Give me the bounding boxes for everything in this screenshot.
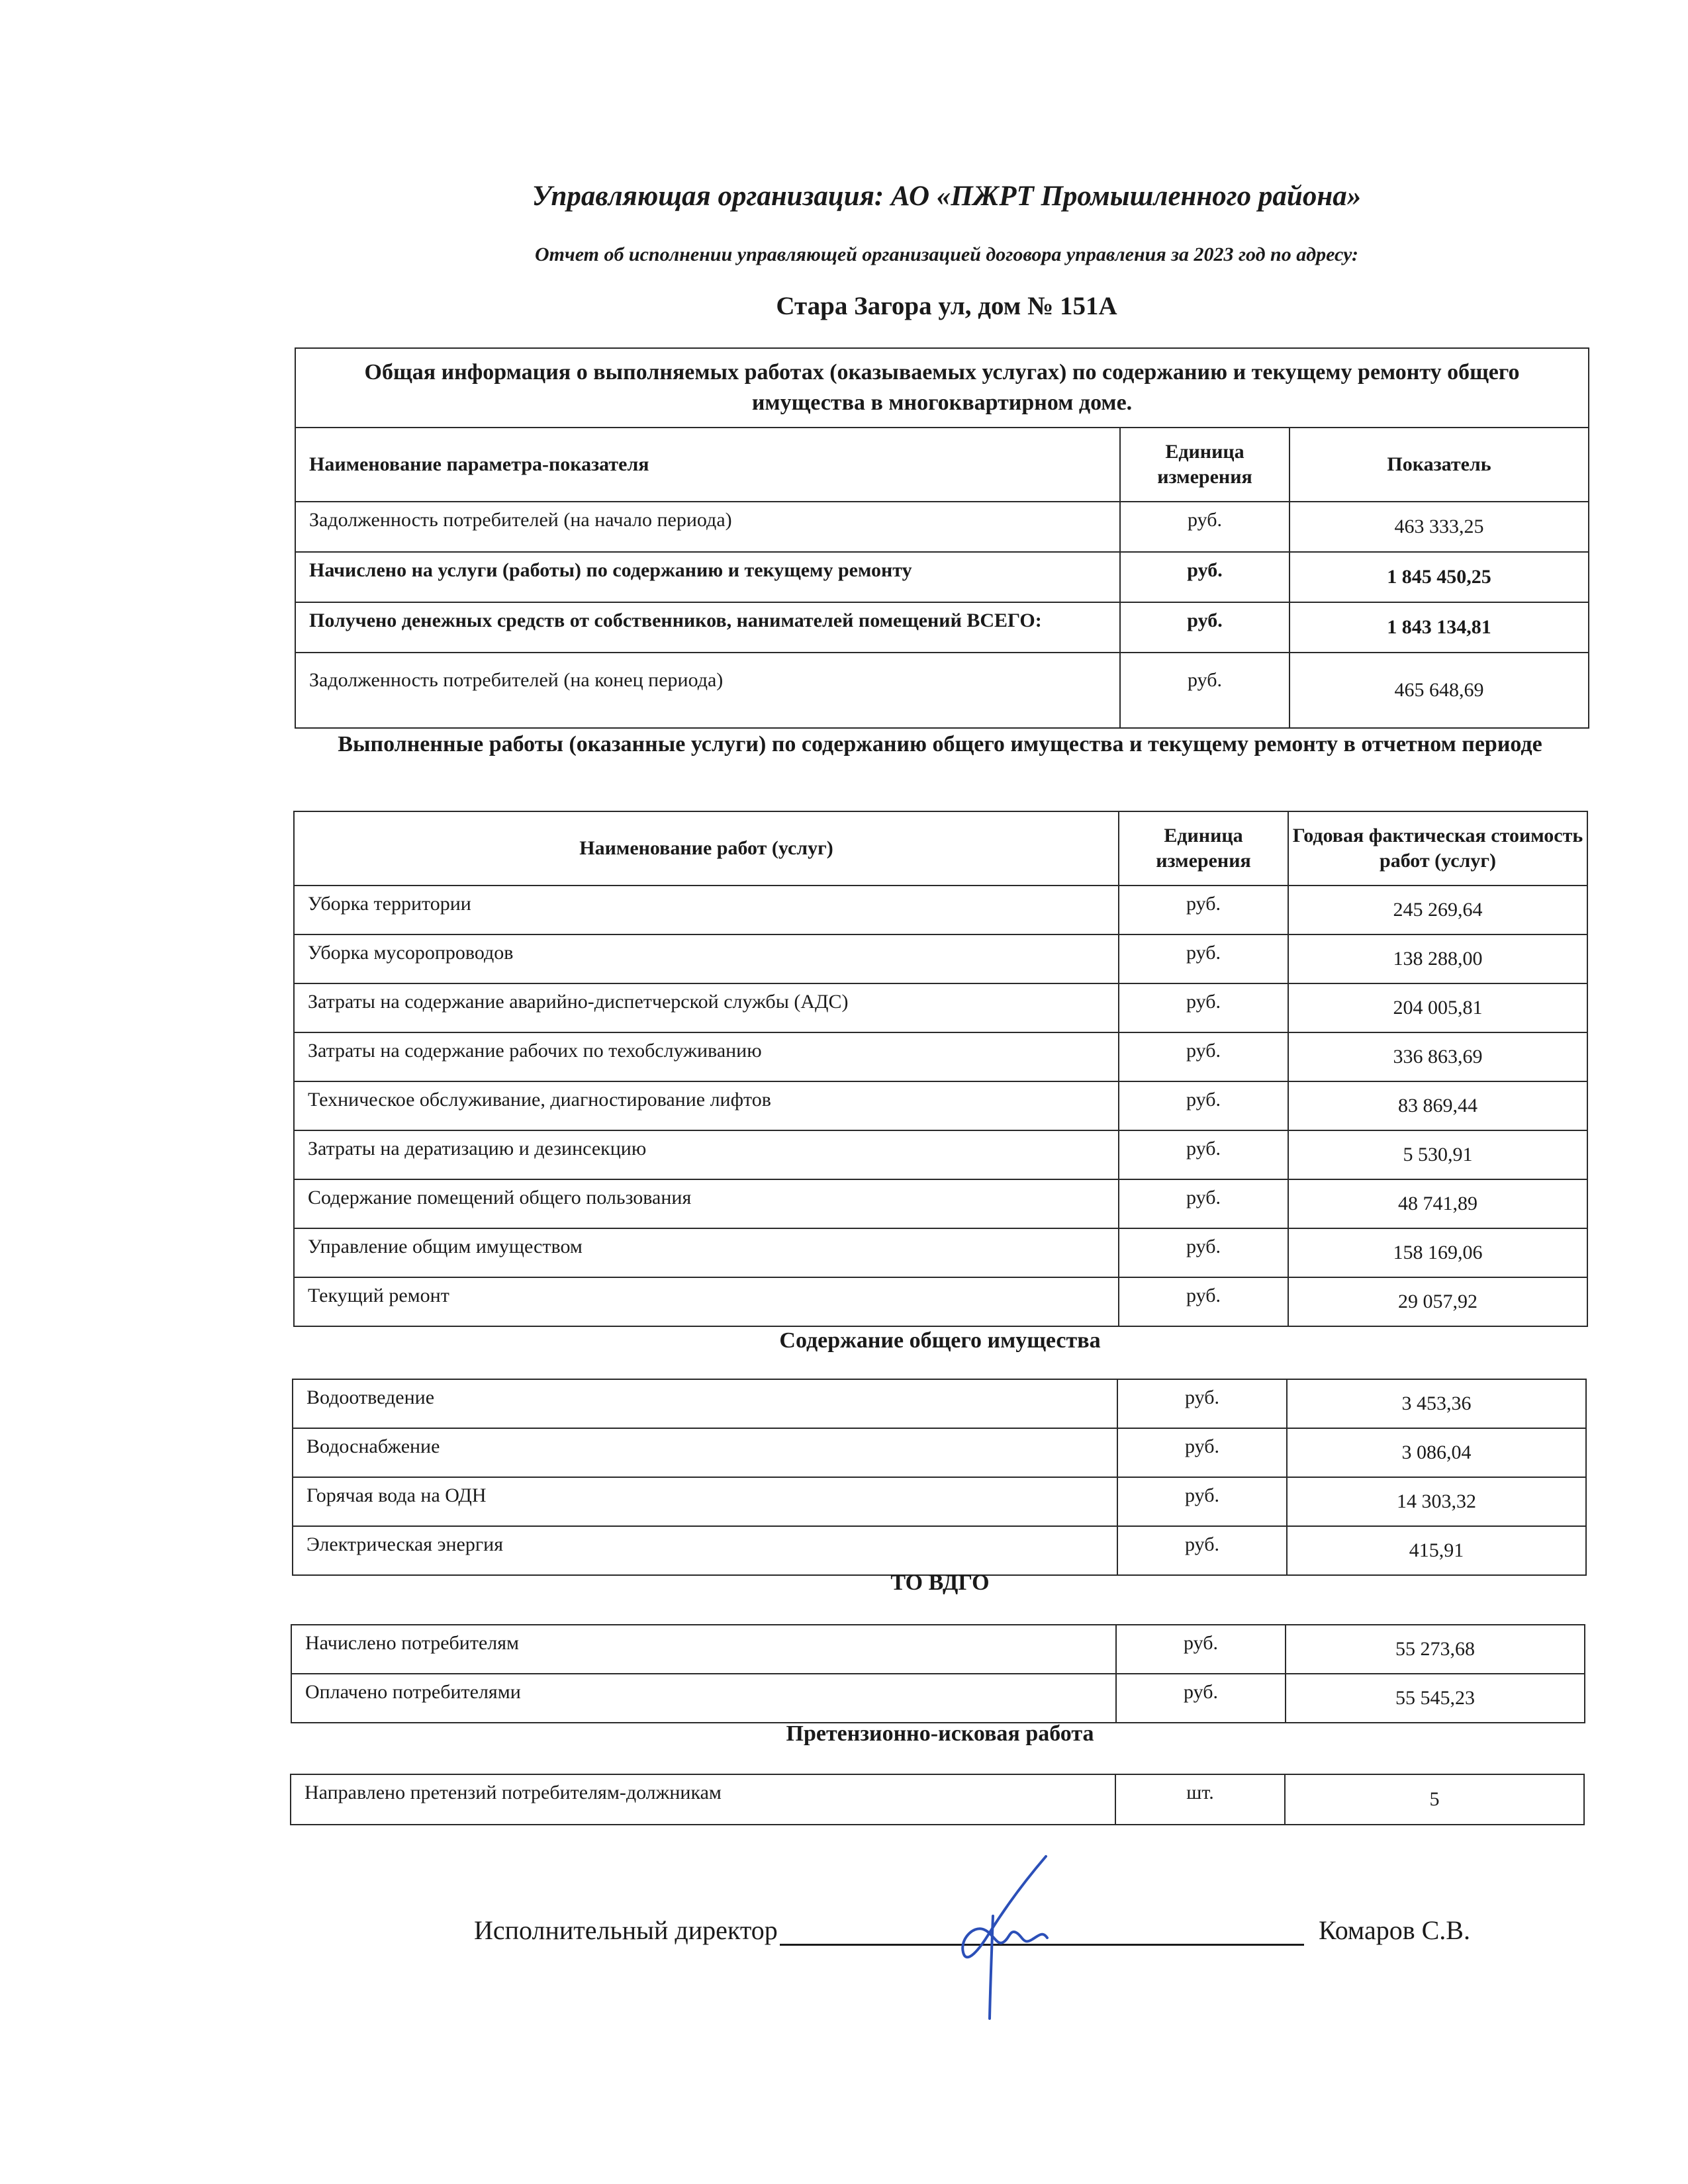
row-name: Начислено потребителям — [291, 1625, 1116, 1674]
row-name: Уборка территории — [294, 886, 1119, 934]
row-unit: руб. — [1117, 1477, 1287, 1526]
row-value: 55 545,23 — [1286, 1674, 1585, 1723]
row-name: Горячая вода на ОДН — [293, 1477, 1117, 1526]
table-row — [295, 502, 1589, 552]
table-row — [294, 1081, 1587, 1130]
row-unit: руб. — [1119, 1179, 1288, 1228]
row-name: Задолженность потребителей (на конец периода) — [295, 653, 1120, 728]
row-name: Уборка мусоропроводов — [294, 934, 1119, 983]
row-value: 158 169,06 — [1288, 1228, 1587, 1277]
table-header-row — [295, 428, 1589, 502]
row-unit: руб. — [1119, 1081, 1288, 1130]
table-row — [295, 653, 1589, 728]
report-title: Отчет об исполнении управляющей организацией договора управления за 2023 год по адресу: — [534, 244, 1359, 265]
table-row — [291, 1674, 1585, 1723]
row-name: Начислено на услуги (работы) по содержанию и текущему ремонту — [295, 552, 1120, 602]
works-section-title: Выполненные работы (оказанные услуги) по содержанию общего имущества и текущему ремонту в отчетном периоде — [338, 732, 1542, 756]
table-row — [294, 1277, 1587, 1326]
row-value: 83 869,44 — [1288, 1081, 1587, 1130]
row-name: Затраты на дератизацию и дезинсекцию — [294, 1130, 1119, 1179]
table-header-row — [294, 811, 1587, 886]
row-name: Содержание помещений общего пользования — [294, 1179, 1119, 1228]
row-name: Текущий ремонт — [294, 1277, 1119, 1326]
row-unit: руб. — [1116, 1625, 1286, 1674]
row-value: 1 845 450,25 — [1289, 552, 1589, 602]
row-unit: руб. — [1117, 1428, 1287, 1477]
row-value: 55 273,68 — [1286, 1625, 1585, 1674]
organization-title: Управляющая организация: АО «ПЖРТ Промышленного района» — [532, 181, 1362, 212]
row-name: Водоотведение — [293, 1379, 1117, 1428]
general-info-block-title: Общая информация о выполняемых работах (оказываемых услугах) по содержанию и текущему ремонту общего имущества в многоквартирном доме. — [295, 348, 1589, 428]
row-name: Получено денежных средств от собственников, нанимателей помещений ВСЕГО: — [295, 602, 1120, 653]
table-row — [293, 1379, 1586, 1428]
row-unit: руб. — [1116, 1674, 1286, 1723]
common-table — [292, 1379, 1587, 1576]
row-unit: шт. — [1115, 1774, 1285, 1825]
row-name: Затраты на содержание аварийно-диспетчерской службы (АДС) — [294, 983, 1119, 1032]
claims-section-title: Претензионно-исковая работа — [786, 1721, 1094, 1746]
col-header-param: Наименование параметра-показателя — [295, 428, 1120, 502]
signatory-name: Комаров С.В. — [1319, 1915, 1470, 1945]
table-row — [295, 552, 1589, 602]
vdgo-table — [291, 1624, 1585, 1723]
table-row — [294, 934, 1587, 983]
row-unit: руб. — [1119, 1130, 1288, 1179]
row-unit: руб. — [1119, 1277, 1288, 1326]
table-row — [291, 1625, 1585, 1674]
row-unit: руб. — [1117, 1526, 1287, 1575]
row-value: 463 333,25 — [1289, 502, 1589, 552]
row-unit: руб. — [1119, 983, 1288, 1032]
row-value: 48 741,89 — [1288, 1179, 1587, 1228]
row-value: 204 005,81 — [1288, 983, 1587, 1032]
col-header-cost: Годовая фактическая стоимость работ (услуг) — [1288, 811, 1587, 886]
row-unit: руб. — [1119, 934, 1288, 983]
row-name: Оплачено потребителями — [291, 1674, 1116, 1723]
handwritten-signature — [927, 1853, 1072, 2025]
table-row — [293, 1428, 1586, 1477]
col-header-unit: Единица измерения — [1119, 811, 1288, 886]
row-value: 245 269,64 — [1288, 886, 1587, 934]
row-name: Управление общим имуществом — [294, 1228, 1119, 1277]
address: Стара Загора ул, дом № 151А — [776, 292, 1117, 320]
row-value: 3 453,36 — [1287, 1379, 1586, 1428]
col-header-work: Наименование работ (услуг) — [294, 811, 1119, 886]
row-name: Водоснабжение — [293, 1428, 1117, 1477]
row-value: 138 288,00 — [1288, 934, 1587, 983]
table-row — [295, 602, 1589, 653]
row-name: Затраты на содержание рабочих по техобслуживанию — [294, 1032, 1119, 1081]
works-table — [293, 811, 1588, 1327]
row-name: Направлено претензий потребителям-должникам — [291, 1774, 1115, 1825]
row-name: Задолженность потребителей (на начало периода) — [295, 502, 1120, 552]
table-row — [294, 886, 1587, 934]
row-value: 415,91 — [1287, 1526, 1586, 1575]
claims-table — [290, 1774, 1585, 1825]
row-unit: руб. — [1117, 1379, 1287, 1428]
row-name: Электрическая энергия — [293, 1526, 1117, 1575]
table-row — [293, 1477, 1586, 1526]
table-row — [294, 1179, 1587, 1228]
col-header-unit: Единица измерения — [1120, 428, 1289, 502]
general-info-table — [295, 347, 1589, 729]
table-row — [291, 1774, 1584, 1825]
row-unit: руб. — [1119, 1228, 1288, 1277]
row-value: 1 843 134,81 — [1289, 602, 1589, 653]
row-unit: руб. — [1119, 886, 1288, 934]
row-unit: руб. — [1120, 602, 1289, 653]
col-header-value: Показатель — [1289, 428, 1589, 502]
table-row — [294, 1130, 1587, 1179]
row-unit: руб. — [1120, 502, 1289, 552]
row-value: 465 648,69 — [1289, 653, 1589, 728]
vdgo-section-title: ТО ВДГО — [890, 1570, 990, 1595]
row-value: 5 530,91 — [1288, 1130, 1587, 1179]
row-value: 29 057,92 — [1288, 1277, 1587, 1326]
row-name: Техническое обслуживание, диагностирование лифтов — [294, 1081, 1119, 1130]
row-value: 3 086,04 — [1287, 1428, 1586, 1477]
row-unit: руб. — [1120, 653, 1289, 728]
row-value: 5 — [1285, 1774, 1584, 1825]
table-row — [294, 983, 1587, 1032]
row-unit: руб. — [1119, 1032, 1288, 1081]
signatory-position: Исполнительный директор — [474, 1915, 778, 1945]
table-row — [294, 1228, 1587, 1277]
row-value: 336 863,69 — [1288, 1032, 1587, 1081]
general-info-block-row — [295, 348, 1589, 428]
row-unit: руб. — [1120, 552, 1289, 602]
common-section-title: Содержание общего имущества — [779, 1328, 1101, 1353]
table-row — [294, 1032, 1587, 1081]
row-value: 14 303,32 — [1287, 1477, 1586, 1526]
